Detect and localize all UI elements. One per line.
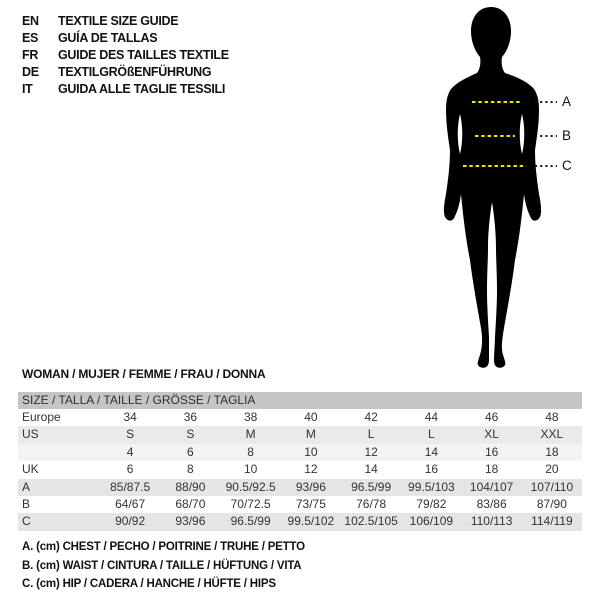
size-cell: 20 xyxy=(545,462,559,477)
size-cell: 10 xyxy=(243,462,258,477)
size-cell: M xyxy=(245,427,256,442)
size-cell: 110/113 xyxy=(470,514,513,529)
size-cell: 8 xyxy=(247,444,254,459)
measure-legend xyxy=(22,538,305,594)
language-row xyxy=(22,30,229,47)
size-cell: 106/109 xyxy=(409,514,454,529)
language-list xyxy=(22,13,229,98)
language-code: IT xyxy=(22,82,33,96)
size-cell: 40 xyxy=(304,410,318,424)
language-label: GUÍA DE TALLAS xyxy=(58,31,158,45)
row-label: B xyxy=(22,496,31,511)
row-label: C xyxy=(22,514,31,529)
legend-line: B. (cm) WAIST / CINTURA / TAILLE / HÜFTUNG / VITA xyxy=(22,559,302,572)
size-cell: 48 xyxy=(545,410,559,424)
language-code: FR xyxy=(22,48,39,62)
size-cell: 42 xyxy=(364,410,378,424)
size-cell: 34 xyxy=(123,410,137,424)
size-cell: 99.5/102 xyxy=(287,514,335,529)
language-code: ES xyxy=(22,31,39,45)
size-cell: 14 xyxy=(364,462,378,477)
row-label: UK xyxy=(22,462,39,477)
size-cell: 68/70 xyxy=(175,496,206,511)
table-title: WOMAN / MUJER / FEMME / FRAU / DONNA xyxy=(22,367,266,381)
language-label: TEXTILE SIZE GUIDE xyxy=(58,14,179,28)
size-cell: L xyxy=(428,427,435,442)
size-cell: 14 xyxy=(424,444,439,459)
language-row xyxy=(22,13,229,30)
female-silhouette xyxy=(425,0,600,375)
size-cell: 96.5/99 xyxy=(230,514,271,529)
table-row xyxy=(18,496,582,513)
size-cell: 87/90 xyxy=(536,496,567,511)
size-cell: 99.5/103 xyxy=(408,479,455,494)
size-cell: S xyxy=(126,427,135,442)
language-row xyxy=(22,64,229,81)
row-label: Europe xyxy=(22,410,61,424)
size-cell: 76/78 xyxy=(356,496,387,511)
size-cell: 10 xyxy=(304,444,318,459)
row-label: A xyxy=(22,479,31,494)
size-cell: 73/75 xyxy=(295,496,326,511)
size-cell: 64/67 xyxy=(115,496,146,511)
legend-line: A. (cm) CHEST / PECHO / POITRINE / TRUHE / PETTO xyxy=(22,541,305,553)
row-label: US xyxy=(22,427,39,442)
language-row xyxy=(22,47,229,64)
size-cell: 36 xyxy=(183,410,198,424)
size-cell: 4 xyxy=(126,444,134,459)
size-cell: 88/90 xyxy=(175,479,206,494)
marker-label-waist: B xyxy=(562,128,572,143)
language-label: GUIDA ALLE TAGLIE TESSILI xyxy=(58,82,226,96)
size-cell: 85/87.5 xyxy=(110,479,151,494)
marker-label-hip: C xyxy=(562,158,572,173)
size-cell: L xyxy=(367,427,375,442)
table-row xyxy=(18,461,582,478)
size-cell: 96.5/99 xyxy=(351,479,392,494)
table-row xyxy=(18,479,582,496)
language-code: EN xyxy=(22,14,39,28)
size-table-header xyxy=(18,392,582,409)
language-code: DE xyxy=(22,65,39,79)
size-cell: 16 xyxy=(424,462,439,477)
size-cell: 44 xyxy=(424,410,439,424)
size-cell: 83/86 xyxy=(476,496,507,511)
size-table-header-label: SIZE / TALLA / TAILLE / GRÖSSE / TAGLIA xyxy=(22,393,256,407)
table-row xyxy=(18,409,582,426)
size-cell: 90.5/92.5 xyxy=(225,479,276,494)
size-cell: 12 xyxy=(304,462,318,477)
size-cell: 8 xyxy=(187,462,194,477)
table-row xyxy=(18,513,582,530)
size-cell: 38 xyxy=(243,410,258,424)
size-cell: 79/82 xyxy=(416,496,447,511)
size-cell: 93/96 xyxy=(175,514,206,529)
row-label xyxy=(18,444,100,461)
size-cell: 6 xyxy=(187,444,194,459)
size-cell: S xyxy=(186,427,195,442)
language-row xyxy=(22,81,229,98)
table-row xyxy=(18,426,582,443)
size-cell: 46 xyxy=(484,410,499,424)
size-cell: 16 xyxy=(484,444,499,459)
table-row xyxy=(18,444,582,461)
size-cell: 12 xyxy=(364,444,378,459)
size-cell: 18 xyxy=(545,444,559,459)
size-cell: M xyxy=(305,427,316,442)
size-cell: 104/107 xyxy=(469,479,514,494)
size-cell: 90/92 xyxy=(115,514,146,529)
legend-line: C. (cm) HIP / CADERA / HANCHE / HÜFTE / HIPS xyxy=(22,578,276,590)
size-cell: 102.5/105 xyxy=(344,514,398,529)
size-table xyxy=(18,392,582,531)
size-cell: 70/72.5 xyxy=(230,496,271,511)
size-cell: XL xyxy=(484,427,499,442)
silhouette-body xyxy=(444,7,541,368)
size-cell: 6 xyxy=(126,462,134,477)
size-cell: 93/96 xyxy=(295,479,326,494)
language-label: TEXTILGRÖßENFÜHRUNG xyxy=(58,65,212,79)
size-cell: 107/110 xyxy=(530,479,574,494)
size-cell: 114/119 xyxy=(531,514,573,529)
marker-label-chest: A xyxy=(562,94,572,109)
language-label: GUIDE DES TAILLES TEXTILE xyxy=(58,48,229,62)
size-cell: XXL xyxy=(540,427,564,442)
size-cell: 18 xyxy=(484,462,499,477)
